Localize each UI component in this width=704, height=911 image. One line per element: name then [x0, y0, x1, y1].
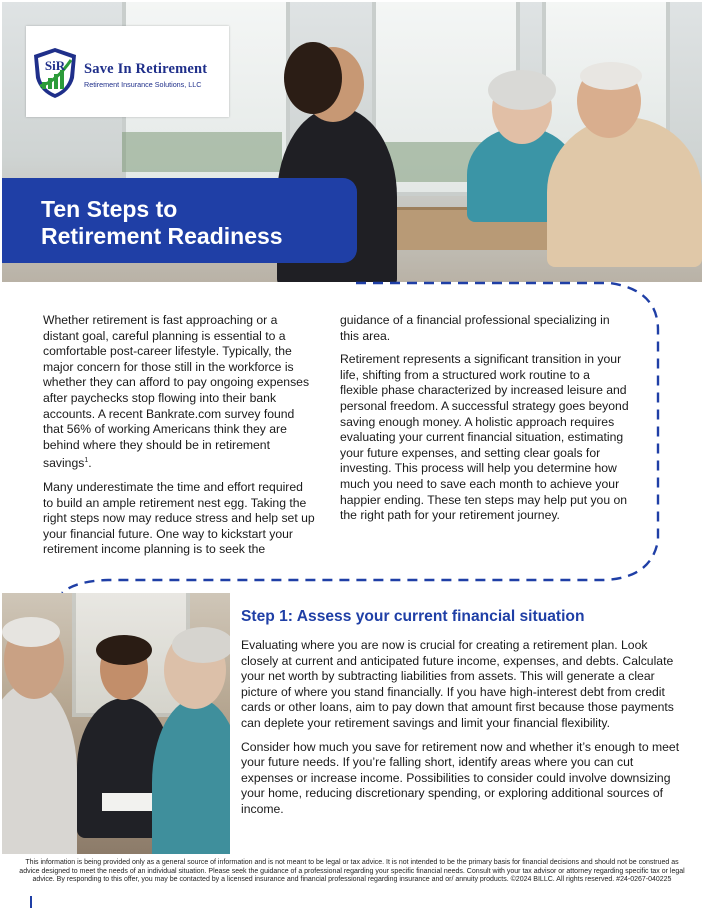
intro-column-1: [43, 313, 315, 566]
step-1-paragraph-2: Consider how much you save for retirement now and whether it’s enough to meet your future needs. If you’re falling short, identify areas where you can cut expenses or increase income. Possibilities to consider could involve downsizing your home, reducing discretionary spending, or exploring additional sources of income.: [241, 739, 680, 816]
intro-text-end: .: [88, 456, 92, 471]
step-title: Assess your current financial situation: [296, 608, 585, 625]
footnote-marker: 1: [84, 457, 89, 465]
step-1-section: [241, 608, 681, 826]
page-edge-mark: [30, 896, 32, 908]
logo-initials: SiR: [44, 58, 66, 73]
intro-text: Whether retirement is fast approaching or a distant goal, careful planning is essential to a comfortable post-career lifestyle. Typically, the major concern for those still in the workforce is whether they can afford to pay ongoing expenses after paychecks stop flowing into their bank accounts. A recent Bankrate.com survey found that 56% of working Americans think they are behind where they should be in retirement savings: [43, 313, 310, 471]
intro-paragraph: [43, 313, 315, 472]
step-1-paragraph-1: Evaluating where you are now is crucial for creating a retirement plan. Look closely at current and anticipated future income, expenses, and debts. Calculate your net worth by subtracting liabilities from assets. This will generate a clear picture of where you stand financially. If you have high-interest debt from credit cards or other loans, aim to pay down that amount first because those payments can deplete your retirement savings and limit your financial flexibility.: [241, 638, 674, 730]
legal-disclaimer: This information is being provided only as a general source of information and is not meant to be legal or tax advice. It is not intended to be the primary basis for financial decisions and should not be construed as advice designed to meet the needs of an individual situation. Please seek the guidance of a professional regarding your specific financial needs. Consult with your tax advisor or attorney regarding specific tax or legal advice. By responding to this offer, you may be contacted by a licensed insurance and financial professional regarding insurance and or/ annuity products. ©2024 BILLC. All rights reserved. #24-0267-040225: [19, 859, 685, 884]
step-1-heading: [241, 608, 681, 626]
intro-paragraph: Many underestimate the time and effort required to build an ample retirement nest egg. Taking the right steps now may reduce stress and help set up your financial future. One way to kickstart your retirement income planning is to seek the: [43, 480, 315, 557]
title-line-2: Retirement Readiness: [41, 223, 283, 249]
step-label: Step 1:: [241, 608, 293, 625]
consultation-photo: [2, 593, 230, 854]
title-line-1: Ten Steps to: [41, 196, 178, 222]
intro-paragraph: Retirement represents a significant transition in your life, shifting from a structured work routine to a flexible phase characterized by increased leisure and personal freedom. A successful strategy goes beyond saving enough money. A holistic approach requires evaluating your current financial situation, estimating your future expenses, and setting clear goals for investing. This process will help you determine how much you need to save each month to achieve your happier ending. These ten steps may help put you on the right path for your retirement journey.: [340, 352, 629, 523]
logo-name: Save In Retirement: [84, 61, 208, 77]
intro-column-2: [340, 313, 630, 532]
intro-paragraph: guidance of a financial professional specializing in this area.: [340, 313, 610, 343]
logo-tagline: Retirement Insurance Solutions, LLC: [84, 80, 202, 89]
